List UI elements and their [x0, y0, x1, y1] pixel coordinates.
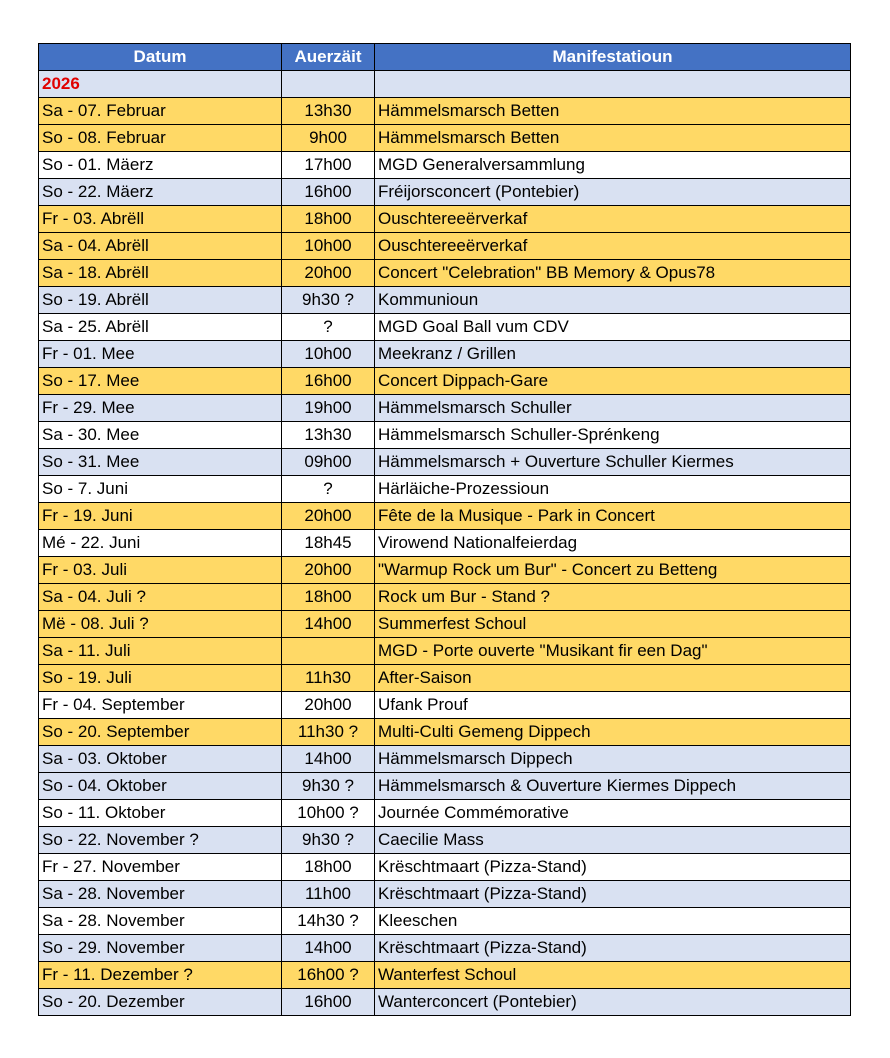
table-row [39, 746, 851, 773]
date-cell: Sa - 03. Oktober [39, 746, 282, 773]
date-cell: So - 20. September [39, 719, 282, 746]
event-cell: Fréijorsconcert (Pontebier) [375, 179, 851, 206]
table-row [39, 260, 851, 287]
time-cell: 13h30 [282, 422, 375, 449]
event-cell: Ouschtereeërverkaf [375, 233, 851, 260]
table-row [39, 584, 851, 611]
event-cell: MGD Goal Ball vum CDV [375, 314, 851, 341]
time-cell: 11h30 ? [282, 719, 375, 746]
event-cell: Hämmelsmarsch Betten [375, 98, 851, 125]
time-cell: 16h00 ? [282, 962, 375, 989]
table-row [39, 125, 851, 152]
table-row [39, 962, 851, 989]
event-cell: Hämmelsmarsch + Ouverture Schuller Kiermes [375, 449, 851, 476]
event-cell: After-Saison [375, 665, 851, 692]
date-cell: So - 22. November ? [39, 827, 282, 854]
date-cell: Sa - 04. Juli ? [39, 584, 282, 611]
table-row [39, 530, 851, 557]
table-row [39, 152, 851, 179]
column-header-date: Datum [39, 44, 282, 71]
time-cell: 16h00 [282, 368, 375, 395]
date-cell: So - 11. Oktober [39, 800, 282, 827]
table-row [39, 638, 851, 665]
table-row [39, 98, 851, 125]
date-cell: Sa - 28. November [39, 908, 282, 935]
year-row-empty-cell [375, 71, 851, 98]
time-cell: 18h45 [282, 530, 375, 557]
date-cell: Fr - 11. Dezember ? [39, 962, 282, 989]
event-cell: Hämmelsmarsch Schuller [375, 395, 851, 422]
event-cell: Concert "Celebration" BB Memory & Opus78 [375, 260, 851, 287]
date-cell: Sa - 07. Februar [39, 98, 282, 125]
time-cell: 09h00 [282, 449, 375, 476]
event-cell: Caecilie Mass [375, 827, 851, 854]
date-cell: Fr - 01. Mee [39, 341, 282, 368]
time-cell: 18h00 [282, 854, 375, 881]
time-cell: 18h00 [282, 584, 375, 611]
time-cell: 20h00 [282, 260, 375, 287]
date-cell: So - 7. Juni [39, 476, 282, 503]
event-cell: Meekranz / Grillen [375, 341, 851, 368]
table-row [39, 611, 851, 638]
date-cell: Sa - 25. Abrëll [39, 314, 282, 341]
date-cell: So - 01. Mäerz [39, 152, 282, 179]
time-cell: 11h00 [282, 881, 375, 908]
table-row [39, 692, 851, 719]
table-row [39, 665, 851, 692]
table-row [39, 233, 851, 260]
table-row [39, 881, 851, 908]
date-cell: Sa - 28. November [39, 881, 282, 908]
event-cell: Ouschtereeërverkaf [375, 206, 851, 233]
time-cell: 20h00 [282, 503, 375, 530]
event-cell: Hämmelsmarsch Betten [375, 125, 851, 152]
table-row [39, 206, 851, 233]
time-cell: 14h00 [282, 611, 375, 638]
table-row [39, 557, 851, 584]
date-cell: So - 19. Abrëll [39, 287, 282, 314]
table-row [39, 476, 851, 503]
date-cell: Sa - 11. Juli [39, 638, 282, 665]
event-cell: Kommunioun [375, 287, 851, 314]
date-cell: So - 08. Februar [39, 125, 282, 152]
table-row [39, 719, 851, 746]
time-cell: 9h30 ? [282, 827, 375, 854]
date-cell: Më - 08. Juli ? [39, 611, 282, 638]
table-row [39, 314, 851, 341]
time-cell: ? [282, 314, 375, 341]
event-cell: Concert Dippach-Gare [375, 368, 851, 395]
event-cell: Kleeschen [375, 908, 851, 935]
event-cell: Hämmelsmarsch & Ouverture Kiermes Dippech [375, 773, 851, 800]
table-row [39, 449, 851, 476]
time-cell: 16h00 [282, 179, 375, 206]
date-cell: Mé - 22. Juni [39, 530, 282, 557]
date-cell: Fr - 19. Juni [39, 503, 282, 530]
event-cell: Härläiche-Prozessioun [375, 476, 851, 503]
column-header-time: Auerzäit [282, 44, 375, 71]
date-cell: Sa - 18. Abrëll [39, 260, 282, 287]
date-cell: Fr - 03. Abrëll [39, 206, 282, 233]
year-label: 2026 [39, 71, 282, 98]
table-row [39, 395, 851, 422]
date-cell: So - 31. Mee [39, 449, 282, 476]
event-cell: Multi-Culti Gemeng Dippech [375, 719, 851, 746]
event-cell: Summerfest Schoul [375, 611, 851, 638]
event-cell: Krëschtmaart (Pizza-Stand) [375, 854, 851, 881]
time-cell: 19h00 [282, 395, 375, 422]
table-row [39, 827, 851, 854]
event-cell: Hämmelsmarsch Schuller-Sprénkeng [375, 422, 851, 449]
schedule-table [38, 43, 851, 1016]
date-cell: Sa - 04. Abrëll [39, 233, 282, 260]
time-cell: 9h30 ? [282, 287, 375, 314]
date-cell: Fr - 29. Mee [39, 395, 282, 422]
time-cell: 10h00 [282, 233, 375, 260]
event-cell: Hämmelsmarsch Dippech [375, 746, 851, 773]
event-cell: MGD Generalversammlung [375, 152, 851, 179]
time-cell: 20h00 [282, 692, 375, 719]
event-cell: Krëschtmaart (Pizza-Stand) [375, 935, 851, 962]
table-row [39, 989, 851, 1016]
time-cell: 13h30 [282, 98, 375, 125]
time-cell: 9h00 [282, 125, 375, 152]
time-cell: 17h00 [282, 152, 375, 179]
date-cell: So - 29. November [39, 935, 282, 962]
time-cell: 10h00 ? [282, 800, 375, 827]
date-cell: So - 04. Oktober [39, 773, 282, 800]
date-cell: So - 17. Mee [39, 368, 282, 395]
time-cell: 20h00 [282, 557, 375, 584]
time-cell: 11h30 [282, 665, 375, 692]
table-row [39, 773, 851, 800]
event-cell: Ufank Prouf [375, 692, 851, 719]
table-row [39, 503, 851, 530]
time-cell: 16h00 [282, 989, 375, 1016]
date-cell: So - 20. Dezember [39, 989, 282, 1016]
date-cell: Sa - 30. Mee [39, 422, 282, 449]
table-row [39, 800, 851, 827]
event-cell: Virowend Nationalfeierdag [375, 530, 851, 557]
event-cell: Rock um Bur - Stand ? [375, 584, 851, 611]
date-cell: So - 19. Juli [39, 665, 282, 692]
time-cell: 14h30 ? [282, 908, 375, 935]
event-cell: Wanterfest Schoul [375, 962, 851, 989]
event-cell: Krëschtmaart (Pizza-Stand) [375, 881, 851, 908]
event-cell: "Warmup Rock um Bur" - Concert zu Betteng [375, 557, 851, 584]
time-cell: ? [282, 476, 375, 503]
table-row [39, 908, 851, 935]
time-cell: 18h00 [282, 206, 375, 233]
table-row [39, 422, 851, 449]
time-cell [282, 638, 375, 665]
time-cell: 10h00 [282, 341, 375, 368]
date-cell: Fr - 04. September [39, 692, 282, 719]
event-cell: Wanterconcert (Pontebier) [375, 989, 851, 1016]
column-header-event: Manifestatioun [375, 44, 851, 71]
year-row-empty-cell [282, 71, 375, 98]
table-row [39, 341, 851, 368]
date-cell: So - 22. Mäerz [39, 179, 282, 206]
date-cell: Fr - 27. November [39, 854, 282, 881]
year-row [39, 71, 851, 98]
event-cell: Journée Commémorative [375, 800, 851, 827]
table-row [39, 368, 851, 395]
table-row [39, 287, 851, 314]
table-row [39, 935, 851, 962]
time-cell: 9h30 ? [282, 773, 375, 800]
table-row [39, 179, 851, 206]
time-cell: 14h00 [282, 746, 375, 773]
time-cell: 14h00 [282, 935, 375, 962]
table-row [39, 854, 851, 881]
event-cell: MGD - Porte ouverte "Musikant fir een Dag" [375, 638, 851, 665]
header-row [39, 44, 851, 71]
date-cell: Fr - 03. Juli [39, 557, 282, 584]
event-cell: Fête de la Musique - Park in Concert [375, 503, 851, 530]
